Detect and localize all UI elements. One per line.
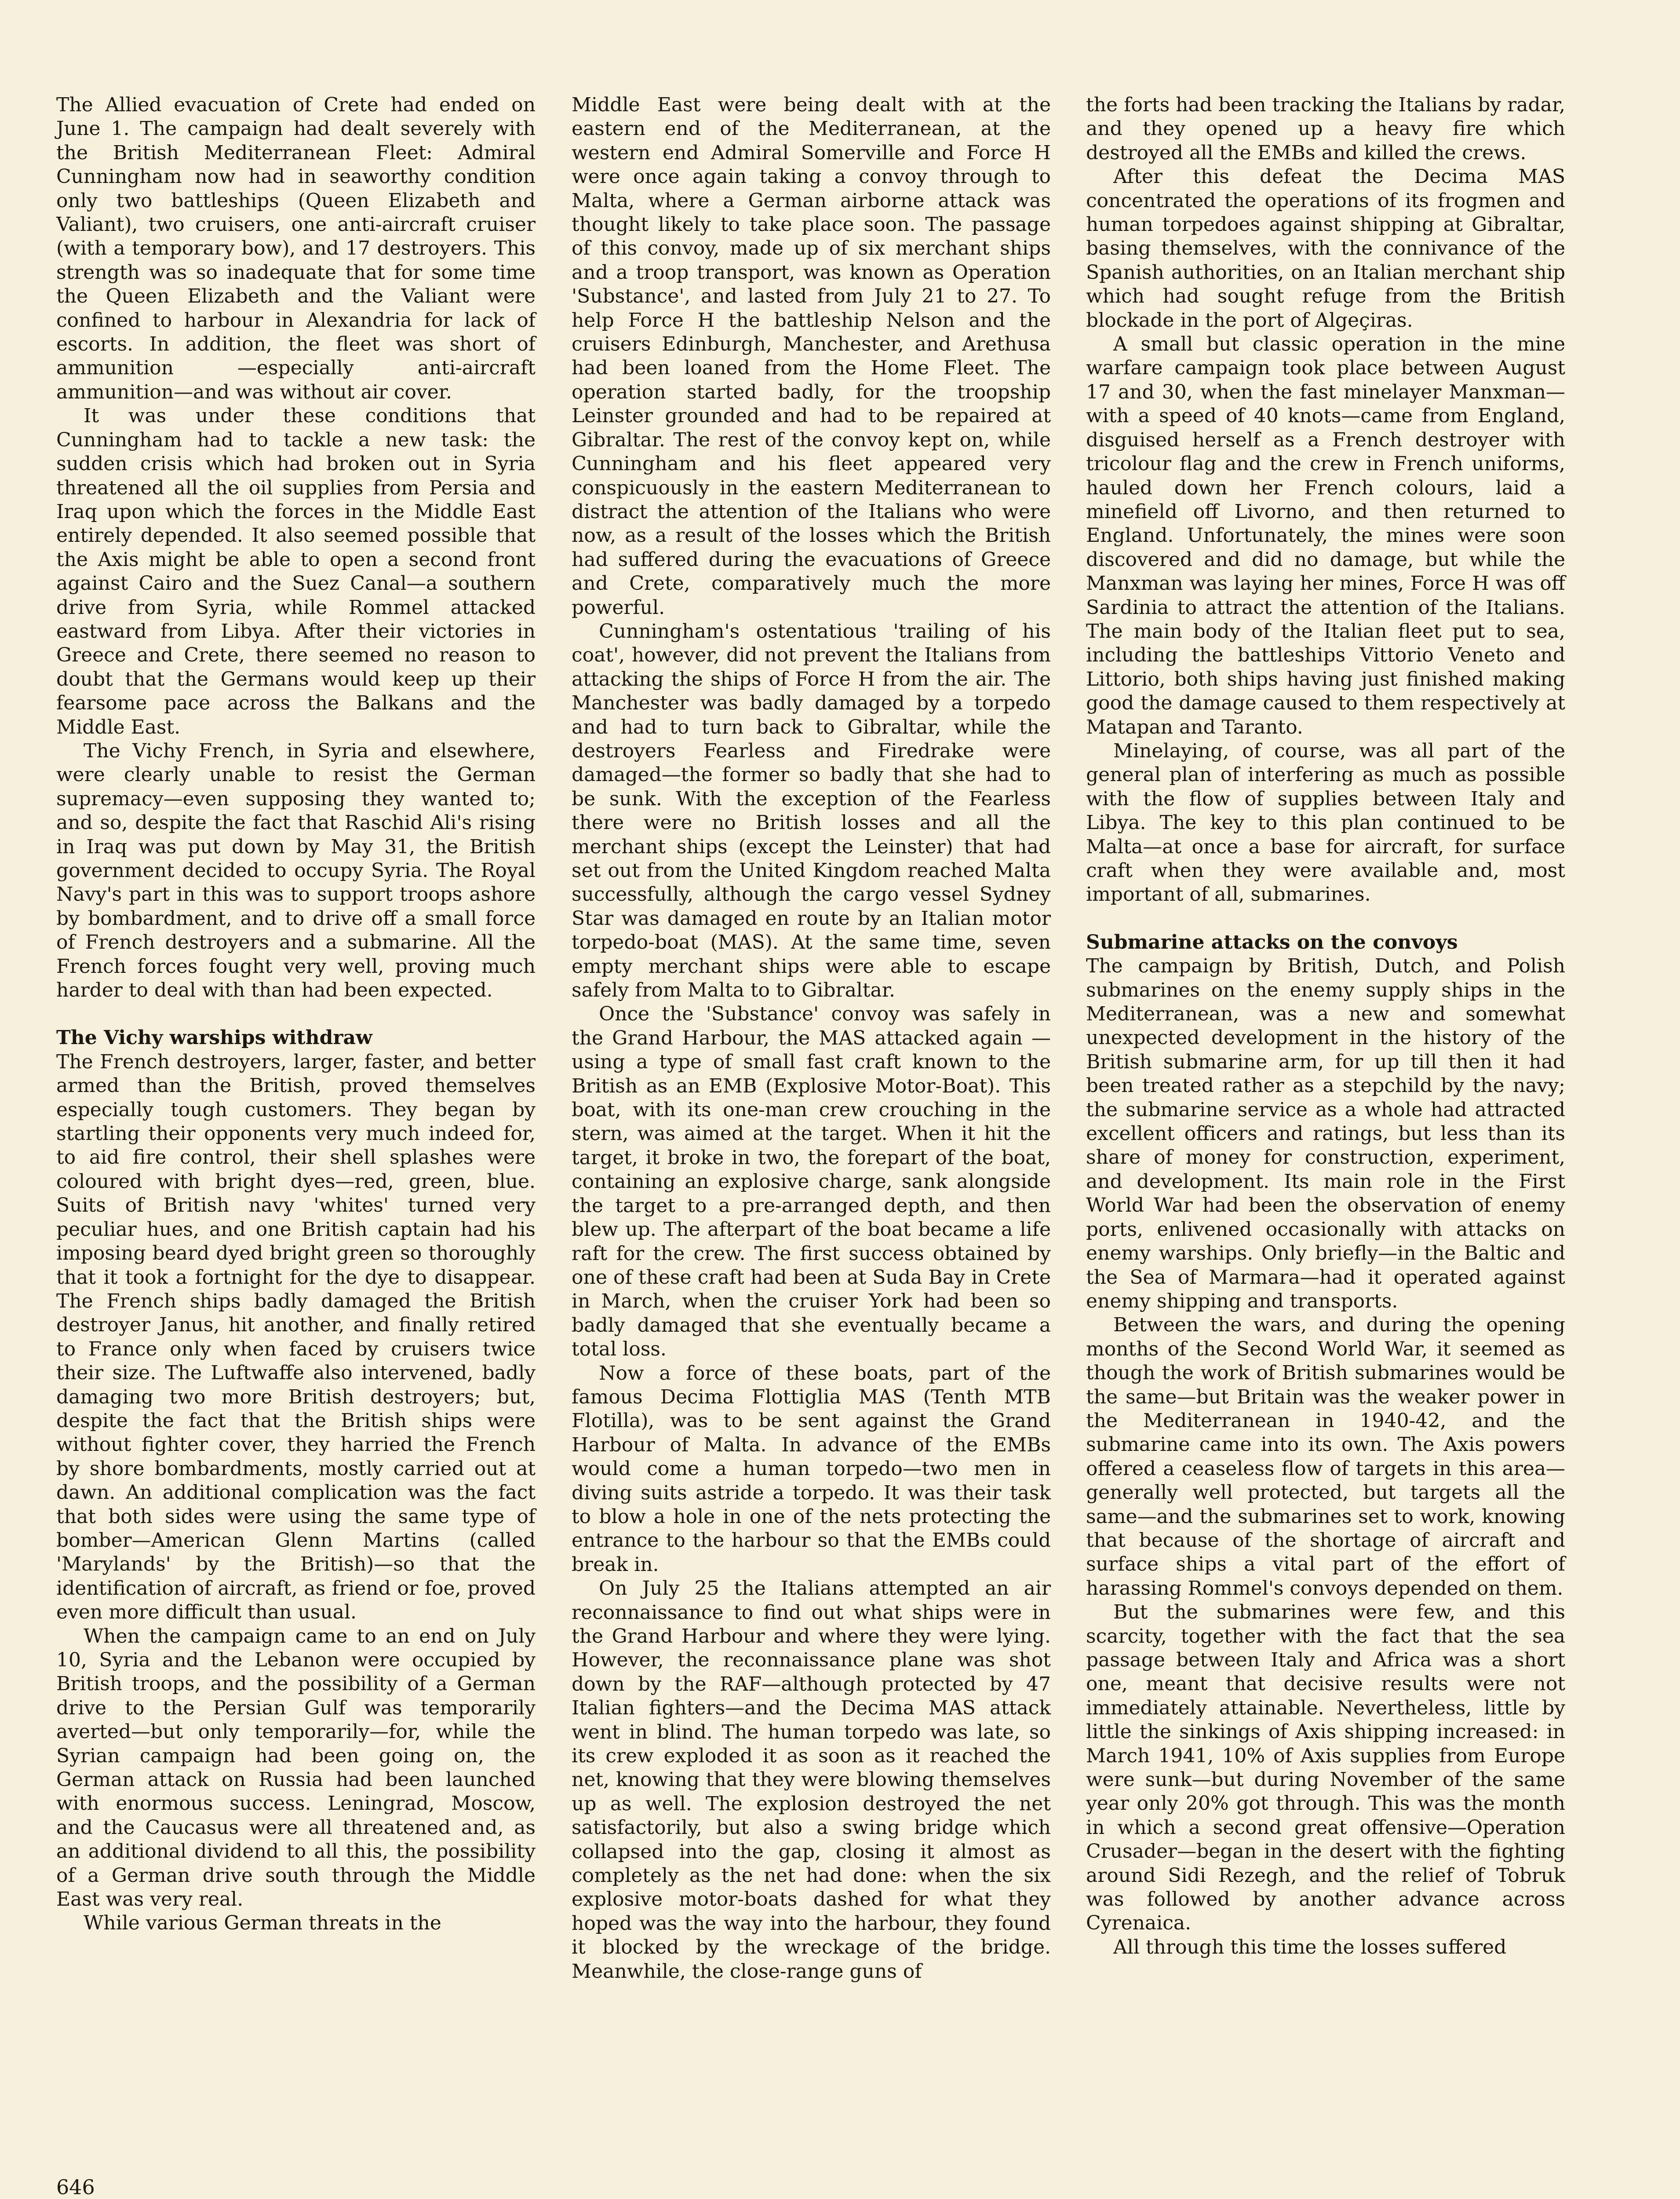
paragraph: The Allied evacuation of Crete had ended on June 1. The campaign had dealt severely with the British Mediterranean Fleet: Admiral Cunningham now had in seaworthy condition only two battleships (Queen Elizabeth and Valiant), two cruisers, one anti-aircraft cruiser (with a temporary bow), and 17 destroyers. This strength was so inadequate that for some time the Queen Elizabeth and the Valiant were confined to harbour in Alexandria for lack of escorts. In addition, the fleet was short of ammunition —especially anti-aircraft ammunition—and was without air cover. [56, 94, 536, 403]
paragraph: the forts had been tracking the Italians by radar, and they opened up a heavy fire which destroyed all the EMBs and killed the crews. [1086, 94, 1565, 164]
text-column-right [1086, 93, 1565, 1959]
section-heading: The Vichy warships withdraw [56, 1026, 372, 1049]
text-column-middle [572, 93, 1051, 1983]
paragraph: But the submarines were few, and this scarcity, together with the fact that the sea passage between Italy and Africa was a short one, meant that decisive results were not immediately attainable. Nevertheless, little by little the sinkings of Axis shipping increased: in March 1941, 10% of Axis supplies from Europe were sunk—but during November of the same year only 20% got through. This was the month in which a second great offensive—Operation Crusader—began in the desert with the fighting around Sidi Rezegh, and the relief of Tobruk was followed by another advance across Cyrenaica. [1086, 1601, 1565, 1935]
paragraph: It was under these conditions that Cunningham had to tackle a new task: the sudden crisis which had broken out in Syria threatened all the oil supplies from Persia and Iraq upon which the forces in the Middle East entirely depended. It also seemed possible that the Axis might be able to open a second front against Cairo and the Suez Canal—a southern drive from Syria, while Rommel attacked eastward from Libya. After their victories in Greece and Crete, there seemed no reason to doubt that the Germans would keep up their fearsome pace across the Balkans and the Middle East. [56, 405, 536, 738]
paragraph: Minelaying, of course, was all part of the general plan of interfering as much as possible with the flow of supplies between Italy and Libya. The key to this plan continued to be Malta—at once a base for aircraft, for surface craft when they were available and, most important of all, submarines. [1086, 739, 1565, 906]
paragraph: Between the wars, and during the opening months of the Second World War, it seemed as though the work of British submarines would be the same—but Britain was the weaker power in the Mediterranean in 1940-42, and the submarine came into its own. The Axis powers offered a ceaseless flow of targets in this area—generally well protected, but targets all the same—and the submarines set to work, knowing that because of the shortage of aircraft and surface ships a vital part of the effort of harassing Rommel's convoys depended on them. [1086, 1314, 1565, 1600]
paragraph: The Vichy French, in Syria and elsewhere, were clearly unable to resist the German supremacy—even supposing they wanted to; and so, despite the fact that Raschid Ali's rising in Iraq was put down by May 31, the British government decided to occupy Syria. The Royal Navy's part in this was to support troops ashore by bombardment, and to drive off a small force of French destroyers and a submarine. All the French forces fought very well, proving much harder to deal with than had been expected. [56, 739, 536, 1002]
paragraph: All through this time the losses suffered [1113, 1936, 1507, 1958]
paragraph: Middle East were being dealt with at the eastern end of the Mediterranean, at the western end Admiral Somerville and Force H were once again taking a convoy through to Malta, where a German airborne attack was thought likely to take place soon. The passage of this convoy, made up of six merchant ships and a troop transport, was known as Operation 'Substance', and lasted from July 21 to 27. To help Force H the battleship Nelson and the cruisers Edinburgh, Manchester, and Arethusa had been loaned from the Home Fleet. The operation started badly, for the troopship Leinster grounded and had to be repaired at Gibraltar. The rest of the convoy kept on, while Cunningham and his fleet appeared very conspicuously in the eastern Mediterranean to distract the attention of the Italians who were now, as a result of the losses which the British had suffered during the evacuations of Greece and Crete, comparatively much the more powerful. [572, 94, 1051, 619]
paragraph: After this defeat the Decima MAS concentrated the operations of its frogmen and human torpedoes against shipping at Gibraltar, basing themselves, with the connivance of the Spanish authorities, on an Italian merchant ship which had sought refuge from the British blockade in the port of Algeçiras. [1086, 165, 1565, 332]
paragraph: A small but classic operation in the mine warfare campaign took place between August 17 and 30, when the fast minelayer Manxman—with a speed of 40 knots—came from England, disguised herself as a French destroyer with tricolour flag and the crew in French uniforms, hauled down her French colours, laid a minefield off Livorno, and then returned to England. Unfortunately, the mines were soon discovered and did no damage, but while the Manxman was laying her mines, Force H was off Sardinia to attract the attention of the Italians. The main body of the Italian fleet put to sea, including the battleships Vittorio Veneto and Littorio, both ships having just finished making good the damage caused to them respectively at Matapan and Taranto. [1086, 333, 1565, 738]
paragraph: The French destroyers, larger, faster, and better armed than the British, proved themselves especially tough customers. They began by startling their opponents very much indeed for, to aid fire control, their shell splashes were coloured with bright dyes—red, green, blue. Suits of British navy 'whites' turned very peculiar hues, and one British captain had his imposing beard dyed bright green so thoroughly that it took a fortnight for the dye to disappear. The French ships badly damaged the British destroyer Janus, hit another, and finally retired to France only when faced by cruisers twice their size. The Luftwaffe also intervened, badly damaging two more British destroyers; but, despite the fact that the British ships were without fighter cover, they harried the French by shore bombardments, mostly carried out at dawn. An additional complication was the fact that both sides were using the same type of bomber—American Glenn Martins (called 'Marylands' by the British)—so that the identification of aircraft, as friend or foe, proved even more difficult than usual. [56, 1050, 536, 1624]
paragraph: Cunningham's ostentatious 'trailing of his coat', however, did not prevent the Italians from attacking the ships of Force H from the air. The Manchester was badly damaged by a torpedo and had to turn back to Gibraltar, while the destroyers Fearless and Firedrake were damaged—the former so badly that she had to be sunk. With the exception of the Fearless there were no British losses and all the merchant ships (except the Leinster) that had set out from the United Kingdom reached Malta successfully, although the cargo vessel Sydney Star was damaged en route by an Italian motor torpedo-boat (MAS). At the same time, seven empty merchant ships were able to escape safely from Malta to to Gibraltar. [572, 620, 1051, 1002]
paragraph: The campaign by British, Dutch, and Polish submarines on the enemy supply ships in the Mediterranean, was a new and somewhat unexpected development in the history of the British submarine arm, for up till then it had been treated rather as a stepchild by the navy; the submarine service as a whole had attracted excellent officers and ratings, but less than its share of money for construction, experiment, and development. Its main role in the First World War had been the observation of enemy ports, enlivened occasionally with attacks on enemy warships. Only briefly—in the Baltic and the Sea of Marmara—had it operated against enemy shipping and transports. [1086, 955, 1565, 1312]
paragraph: On July 25 the Italians attempted an air reconnaissance to find out what ships were in the Grand Harbour and where they were lying. However, the reconnaissance plane was shot down by the RAF—although protected by 47 Italian fighters—and the Decima MAS attack went in blind. The human torpedo was late, so its crew exploded it as soon as it reached the net, knowing that they were blowing themselves up as well. The explosion destroyed the net satisfactorily, but also a swing bridge which collapsed into the gap, closing it almost as completely as the net had done: when the six explosive motor-boats dashed for what they hoped was the way into the harbour, they found it blocked by the wreckage of the bridge. Meanwhile, the close-range guns of [572, 1577, 1051, 1983]
page-number: 646 [56, 2175, 95, 2199]
paragraph: When the campaign came to an end on July 10, Syria and the Lebanon were occupied by British troops, and the possibility of a German drive to the Persian Gulf was temporarily averted—but only temporarily—for, while the Syrian campaign had been going on, the German attack on Russia had been launched with enormous success. Leningrad, Moscow, and the Caucasus were all threatened and, as an additional dividend to all this, the possibility of a German drive south through the Middle East was very real. [56, 1625, 536, 1911]
paragraph: Now a force of these boats, part of the famous Decima Flottiglia MAS (Tenth MTB Flotilla), was to be sent against the Grand Harbour of Malta. In advance of the EMBs would come a human torpedo—two men in diving suits astride a torpedo. It was their task to blow a hole in one of the nets protecting the entrance to the harbour so that the EMBs could break in. [572, 1362, 1051, 1576]
paragraph: While various German threats in the [84, 1912, 441, 1935]
text-column-left [56, 93, 536, 1936]
paragraph: Once the 'Substance' convoy was safely in the Grand Harbour, the MAS attacked again —using a type of small fast craft known to the British as an EMB (Explosive Motor-Boat). This boat, with its one-man crew crouching in the stern, was aimed at the target. When it hit the target, it broke in two, the forepart of the boat, containing an explosive charge, sank alongside the target to a pre-arranged depth, and then blew up. The afterpart of the boat became a life raft for the crew. The first success obtained by one of these craft had been at Suda Bay in Crete in March, when the cruiser York had been so badly damaged that she eventually became a total loss. [572, 1003, 1051, 1361]
section-heading: Submarine attacks on the convoys [1086, 931, 1458, 953]
